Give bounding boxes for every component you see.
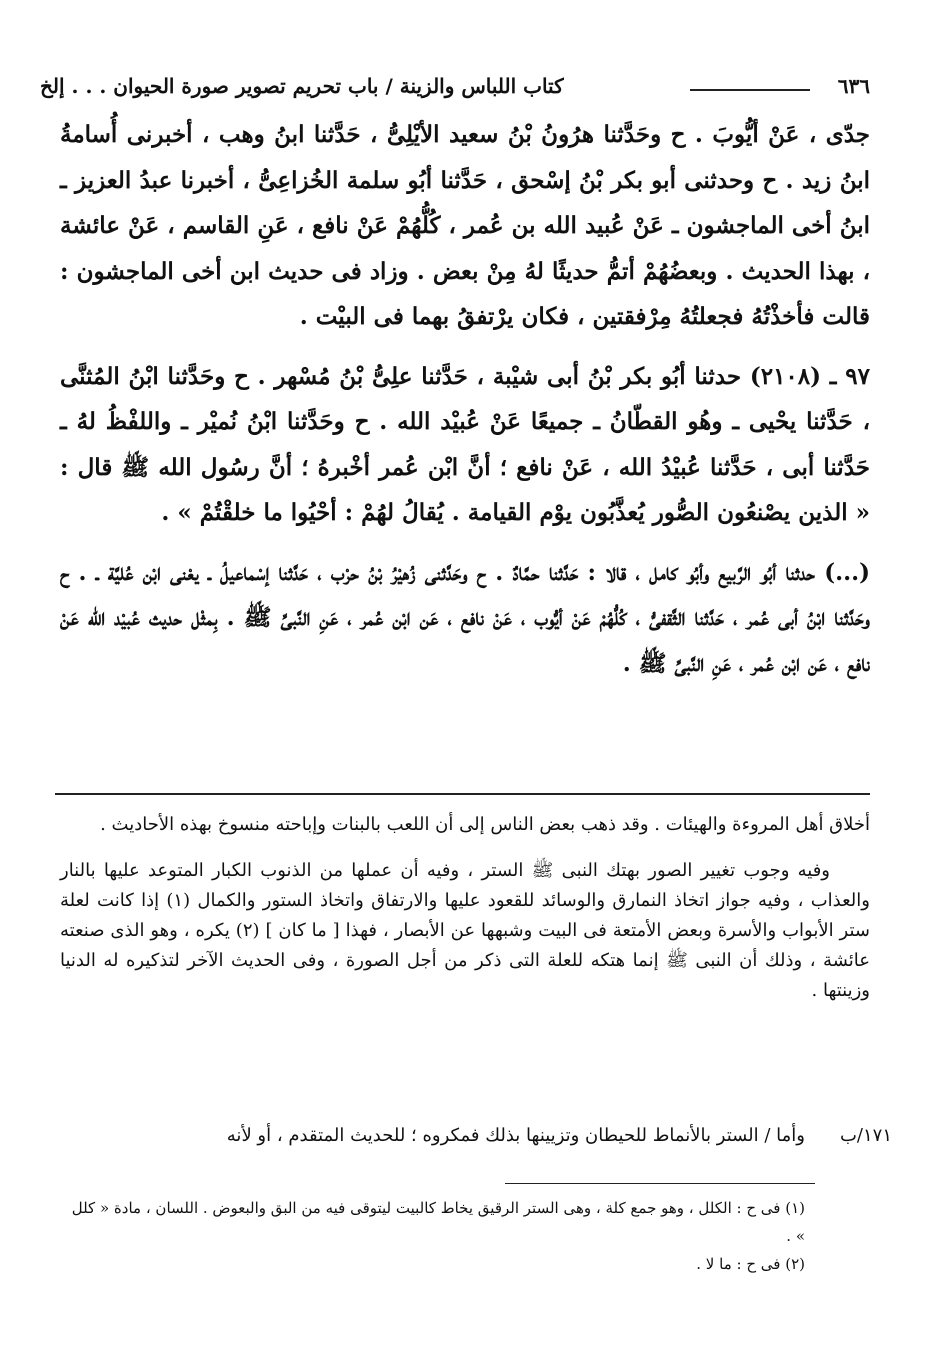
page-header	[40, 70, 870, 106]
hadith-97b-paragraph	[60, 550, 870, 687]
hadith-97-paragraph	[60, 354, 870, 536]
commentary-separator	[55, 793, 870, 795]
main-paragraph: جدّى ، عَنْ أيُّوبَ . ح وحَدَّثنا هرُونُ بْنُ سعيد الأيْلِىُّ ، حَدَّثنا ابنُ وهب ، أخبرنى أُسامةُ ابنُ زيد . ح وحدثنى أبو بكر بْنُ إسْحق ، حَدَّثنا أبُو سلمة الخُزاعِىُّ ، أخبرنا عبدُ العزيز ـ ابنُ أخى الماجشون ـ عَنْ عُبيد الله بن عُمر ، كُلُّهُمْ عَنْ نافع ، عَنِ القاسم ، عَنْ عائشة ، بهذا الحديث . وبعضُهُمْ أتمُّ حديثًا لهُ مِنْ بعض . وزاد فى حديث ابن أخى الماجشون : قالت فأخذْتُهُ فجعلتُهُ مِرْفقتين ، فكان يرْتفقُ بهما فى البيْت .	[60, 121, 870, 330]
commentary-paragraph: وفيه وجوب تغيير الصور بهتك النبى ﷺ الستر ، وفيه أن عملها من الذنوب الكبار المتوعد عليها بالنار والعذاب ، وفيه جواز اتخاذ النمارق والوسائد للقعود عليها والارتفاق واتخاذ الستور والكمال (١) إذا كانت لعلة ستر الأبواب والأسرة وبعض الأمتعة فى البيت وشبهها عن الأبصار ، فهذا [ ما كان ] (٢) يكره ، وهو الذى صنعته عائشة ، وذلك أن النبى ﷺ إنما هتكه للعلة التى ذكر من أجل الصورة ، وفى الحديث الآخر لتذكيره له الدنيا وزينتها .	[60, 860, 870, 1001]
hadith-text: حدثنا أبُو الرَّبيع وأبُو كامل ، قالا : حَدَّثنا حمَّادٌ . ح وحَدَّثنى زُهيْرُ بْنُ حرْب ، حَدَّثنا إسْماعيلُ ـ يعْنى ابْن عُليَّة ـ . ح وحَدَّثنا ابْنُ أبى عُمر ، حَدَّثنا الثَّقفىُّ ، كُلُّهُمْ عَنْ أيُّوب ، عَنْ نافع ، عَن ابْن عُمر ، عَنِ النَّبىِّ ﷺ . بِمثْل حديث عُبيْد الله عَنْ نافع ، عَن ابْن عُمر ، عَنِ النَّبىِّ ﷺ .	[60, 558, 870, 677]
footnote-separator	[505, 1183, 815, 1184]
hadith-number: (...)	[824, 558, 870, 586]
footnotes	[60, 1194, 805, 1278]
commentary-block	[60, 810, 870, 1022]
hadith-number: ٩٧ ـ (٢١٠٨)	[749, 362, 870, 390]
hadith-text-block	[60, 112, 870, 700]
commentary-paragraph: وأما / الستر بالأنماط للحيطان وتزيينها بذلك فمكروه ؛ للحديث المتقدم ، أو لأنه	[226, 1125, 805, 1146]
margin-folio-note: ١٧١/ب	[839, 1125, 892, 1146]
page-number: ٦٣٦	[837, 74, 870, 98]
header-rule	[690, 89, 810, 91]
footnote-2: (٢) فى ح : ما لا .	[696, 1255, 805, 1273]
running-title: كتاب اللباس والزينة / باب تحريم تصوير صورة الحيوان . . . إلخ	[40, 74, 564, 98]
footnote-1: (١) فى ح : الكلل ، وهو جمع كلة ، وهى الستر الرقيق يخاط كالبيت ليتوقى فيه من البق والبعوض . اللسان ، مادة « كلل » .	[71, 1199, 805, 1245]
hadith-text: حدثنا أبُو بكر بْنُ أبى شيْبة ، حَدَّثنا علِىُّ بْنُ مُسْهر . ح وحَدَّثنا ابْنُ المُثنَّى ، حَدَّثنا يحْيى ـ وهُو القطّانُ ـ جميعًا عَنْ عُبيْد الله . ح وحَدَّثنا ابْنُ نُميْر ـ واللفْظُ لهُ ـ حَدَّثنا أبى ، حَدَّثنا عُبيْدُ الله ، عَنْ نافع ؛ أنَّ ابْن عُمر أخْبرهُ ؛ أنَّ رسُول الله ﷺ قال : « الذين يصْنعُون الصُّور يُعذَّبُون يوْم القيامة . يُقالُ لهُمْ : أحْيُوا ما خلقْتُمْ » .	[60, 362, 870, 526]
commentary-paragraph: أخلاق أهل المروءة والهيئات . وقد ذهب بعض الناس إلى أن اللعب بالبنات وإباحته منسوخ بهذه الأحاديث .	[100, 814, 870, 835]
